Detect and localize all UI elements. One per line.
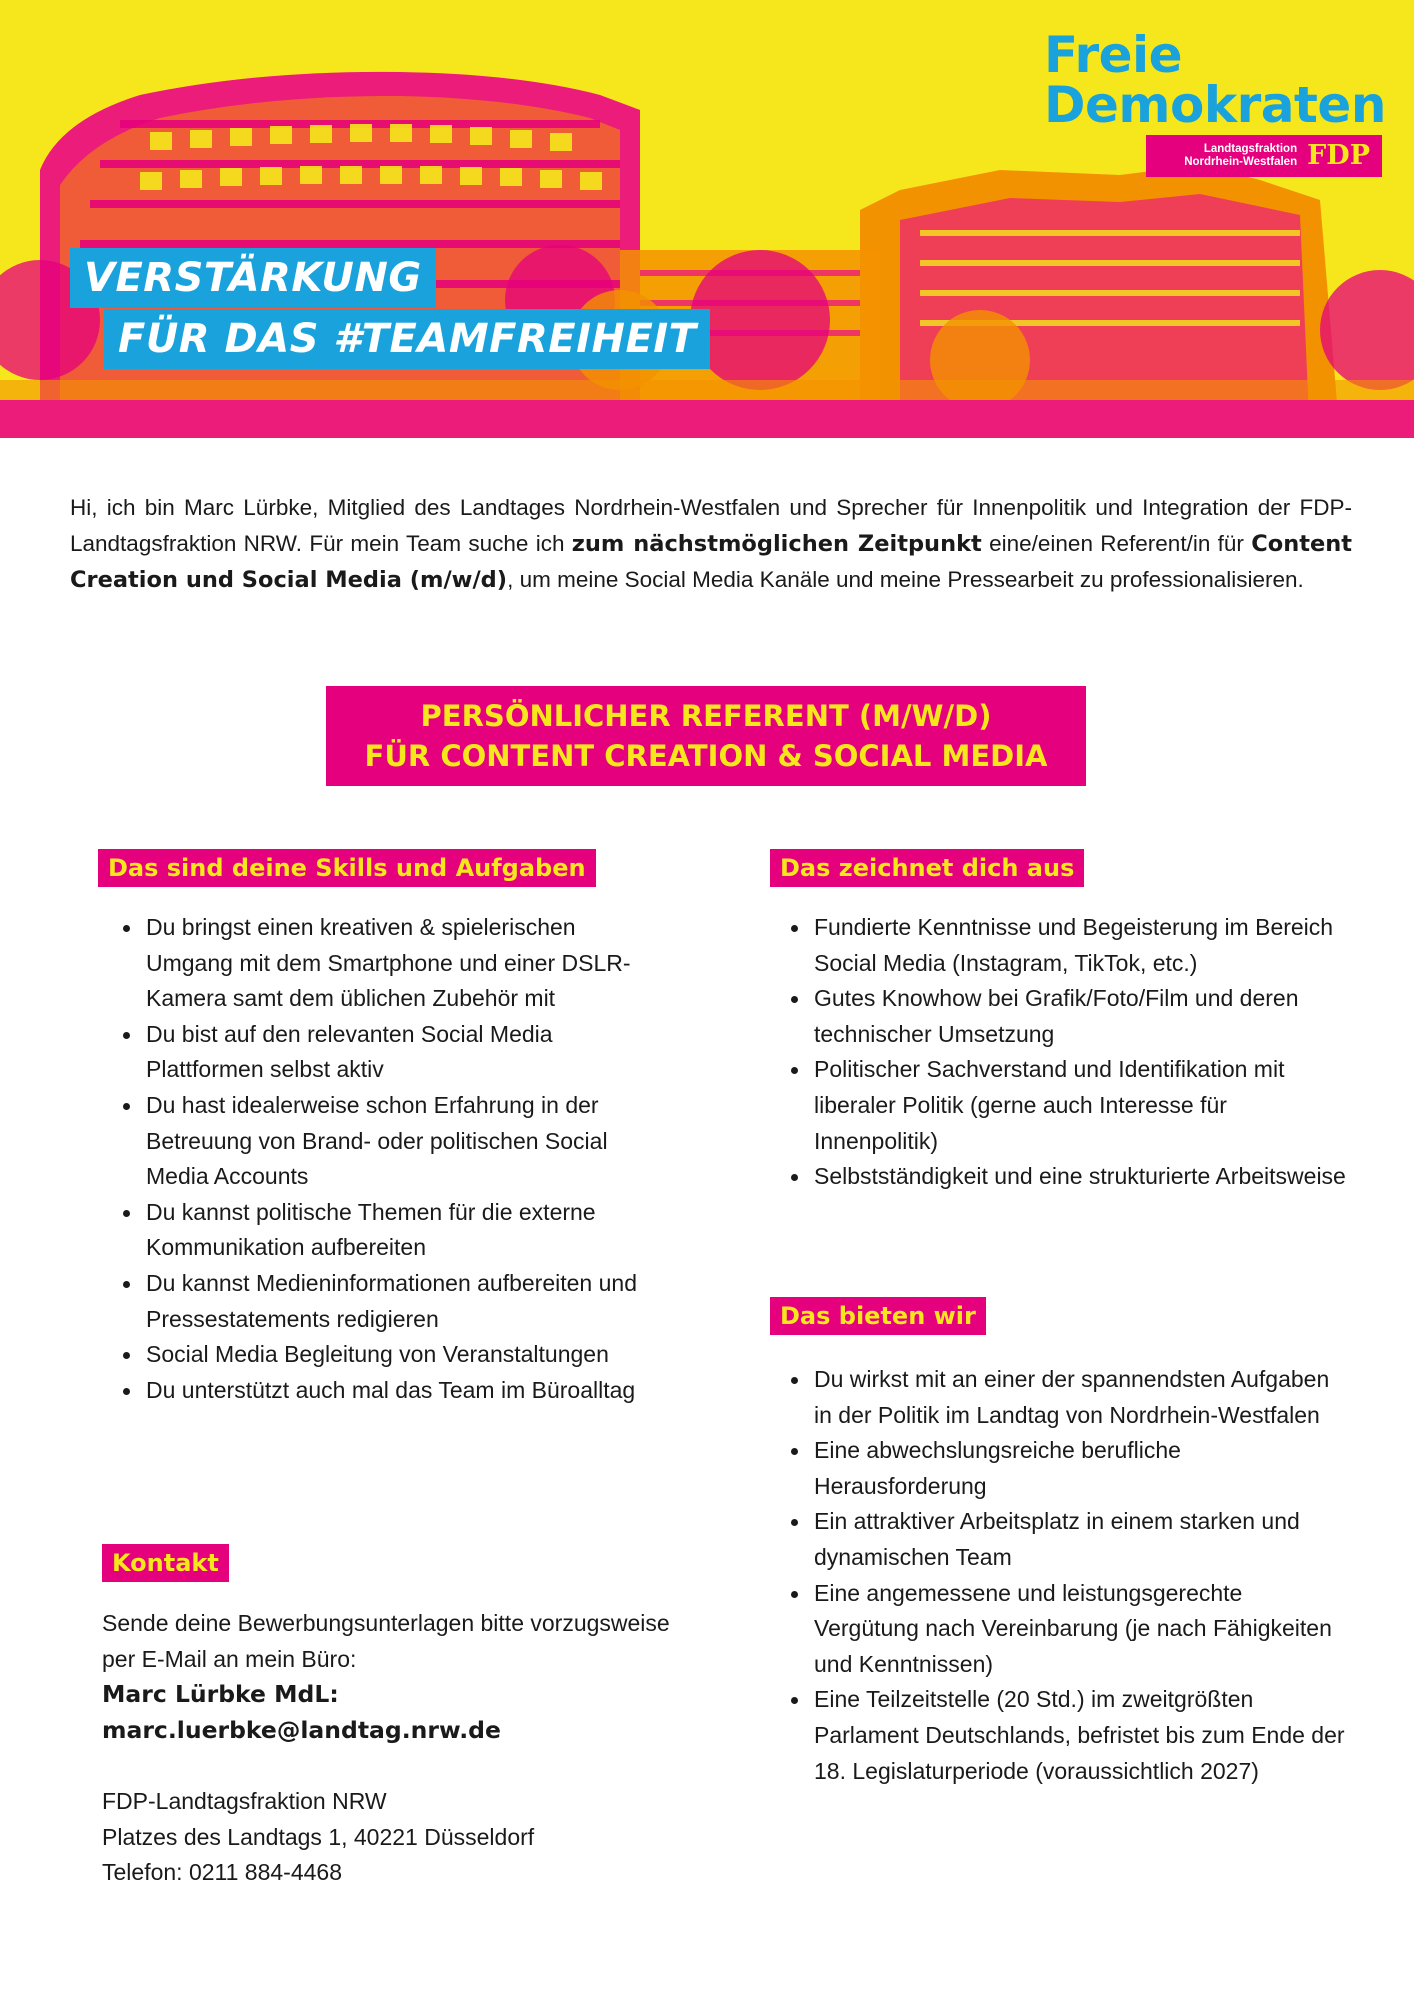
offer-list-item: Eine abwechslungsreiche berufliche Herausforderung (782, 1433, 1352, 1504)
job-title-line2: FÜR CONTENT CREATION & SOCIAL MEDIA (364, 739, 1048, 773)
contact-line1: Sende deine Bewerbungsunterlagen bitte vorzugsweise (102, 1610, 670, 1636)
offer-list (782, 1362, 1352, 1789)
hero-headline-line1: VERSTÄRKUNG (70, 248, 436, 308)
skills-list-item: Du unterstützt auch mal das Team im Büroalltag (114, 1373, 654, 1409)
offer-heading: Das bieten wir (770, 1297, 986, 1335)
profile-heading: Das zeichnet dich aus (770, 849, 1084, 887)
profile-list-item: Selbstständigkeit und eine strukturierte Arbeitsweise (782, 1159, 1352, 1195)
profile-list-item: Gutes Knowhow bei Grafik/Foto/Film und deren technischer Umsetzung (782, 981, 1352, 1052)
profile-list (782, 910, 1352, 1195)
intro-text-1: Hi, ich bin Marc Lürbke, Mitglied des Landtages Nordrhein-Westfalen und Sprecher für Innenpolitik und Integration der FDP-Landtagsfraktion NRW. Für mein Team suche ich (70, 495, 1352, 556)
hero-banner (0, 0, 1414, 438)
logo-line-demokraten: Demokraten (1044, 76, 1386, 134)
contact-org: FDP-Landtagsfraktion NRW (102, 1787, 387, 1814)
intro-paragraph (70, 490, 1352, 598)
logo-badge (1146, 135, 1382, 177)
intro-text-2: eine/einen Referent/in für (981, 531, 1252, 556)
intro-bold-position: Content Creation und Social Media (m/w/d) (70, 531, 1352, 593)
offer-list-item: Ein attraktiver Arbeitsplatz in einem starken und dynamischen Team (782, 1504, 1352, 1575)
skills-list-item: Du kannst Medieninformationen aufbereiten und Pressestatements redigieren (114, 1266, 654, 1337)
hero-headline-line2: FÜR DAS #TEAMFREIHEIT (104, 309, 710, 369)
contact-line2: per E-Mail an mein Büro: (102, 1645, 357, 1672)
logo-line-freie: Freie (1044, 26, 1183, 84)
profile-list-item: Politischer Sachverstand und Identifikation mit liberaler Politik (gerne auch Interesse für Innenpolitik) (782, 1052, 1352, 1159)
offer-list-item: Eine Teilzeitstelle (20 Std.) im zweitgrößten Parlament Deutschlands, befristet bis zum Ende der 18. Legislaturperiode (voraussichtlich 2027) (782, 1682, 1352, 1789)
skills-heading: Das sind deine Skills und Aufgaben (98, 849, 596, 887)
skills-list-item: Du kannst politische Themen für die externe Kommunikation aufbereiten (114, 1195, 654, 1266)
contact-spacer (102, 1748, 722, 1784)
logo-fdp-mark: FDP (1307, 140, 1370, 171)
skills-list-item: Du hast idealerweise schon Erfahrung in der Betreuung von Brand- oder politischen Social Media Accounts (114, 1088, 654, 1195)
contact-email[interactable]: marc.luerbke@landtag.nrw.de (102, 1715, 501, 1744)
skills-list-item: Social Media Begleitung von Veranstaltungen (114, 1337, 654, 1373)
job-title-box (326, 686, 1086, 786)
offer-list-item: Du wirkst mit an einer der spannendsten Aufgaben in der Politik im Landtag von Nordrhein-Westfalen (782, 1362, 1352, 1433)
offer-list-item: Eine angemessene und leistungsgerechte Vergütung nach Vereinbarung (je nach Fähigkeiten und Kenntnissen) (782, 1576, 1352, 1683)
contact-phone: Telefon: 0211 884-4468 (102, 1859, 342, 1886)
logo-badge-text (1184, 143, 1297, 169)
skills-list-item: Du bist auf den relevanten Social Media Plattformen selbst aktiv (114, 1017, 654, 1088)
intro-bold-start-date: zum nächstmöglichen Zeitpunkt (571, 531, 982, 557)
profile-list-item: Fundierte Kenntnisse und Begeisterung im Bereich Social Media (Instagram, TikTok, etc.) (782, 910, 1352, 981)
logo-badge-line1: Landtagsfraktion (1203, 143, 1298, 155)
contact-name: Marc Lürbke MdL: (102, 1680, 339, 1709)
contact-block (102, 1606, 722, 1891)
contact-address: Platzes des Landtags 1, 40221 Düsseldorf (102, 1823, 535, 1850)
job-title-line1: PERSÖNLICHER REFERENT (M/W/D) (420, 699, 992, 733)
skills-list (114, 910, 654, 1408)
logo-badge-line2: Nordrhein-Westfalen (1184, 156, 1298, 168)
contact-heading: Kontakt (102, 1544, 229, 1582)
intro-text-3: , um meine Social Media Kanäle und meine Pressearbeit zu professionalisieren. (507, 567, 1304, 592)
fdp-logo (1044, 26, 1386, 171)
skills-list-item: Du bringst einen kreativen & spielerischen Umgang mit dem Smartphone und einer DSLR-Kamera samt dem üblichen Zubehör mit (114, 910, 654, 1017)
